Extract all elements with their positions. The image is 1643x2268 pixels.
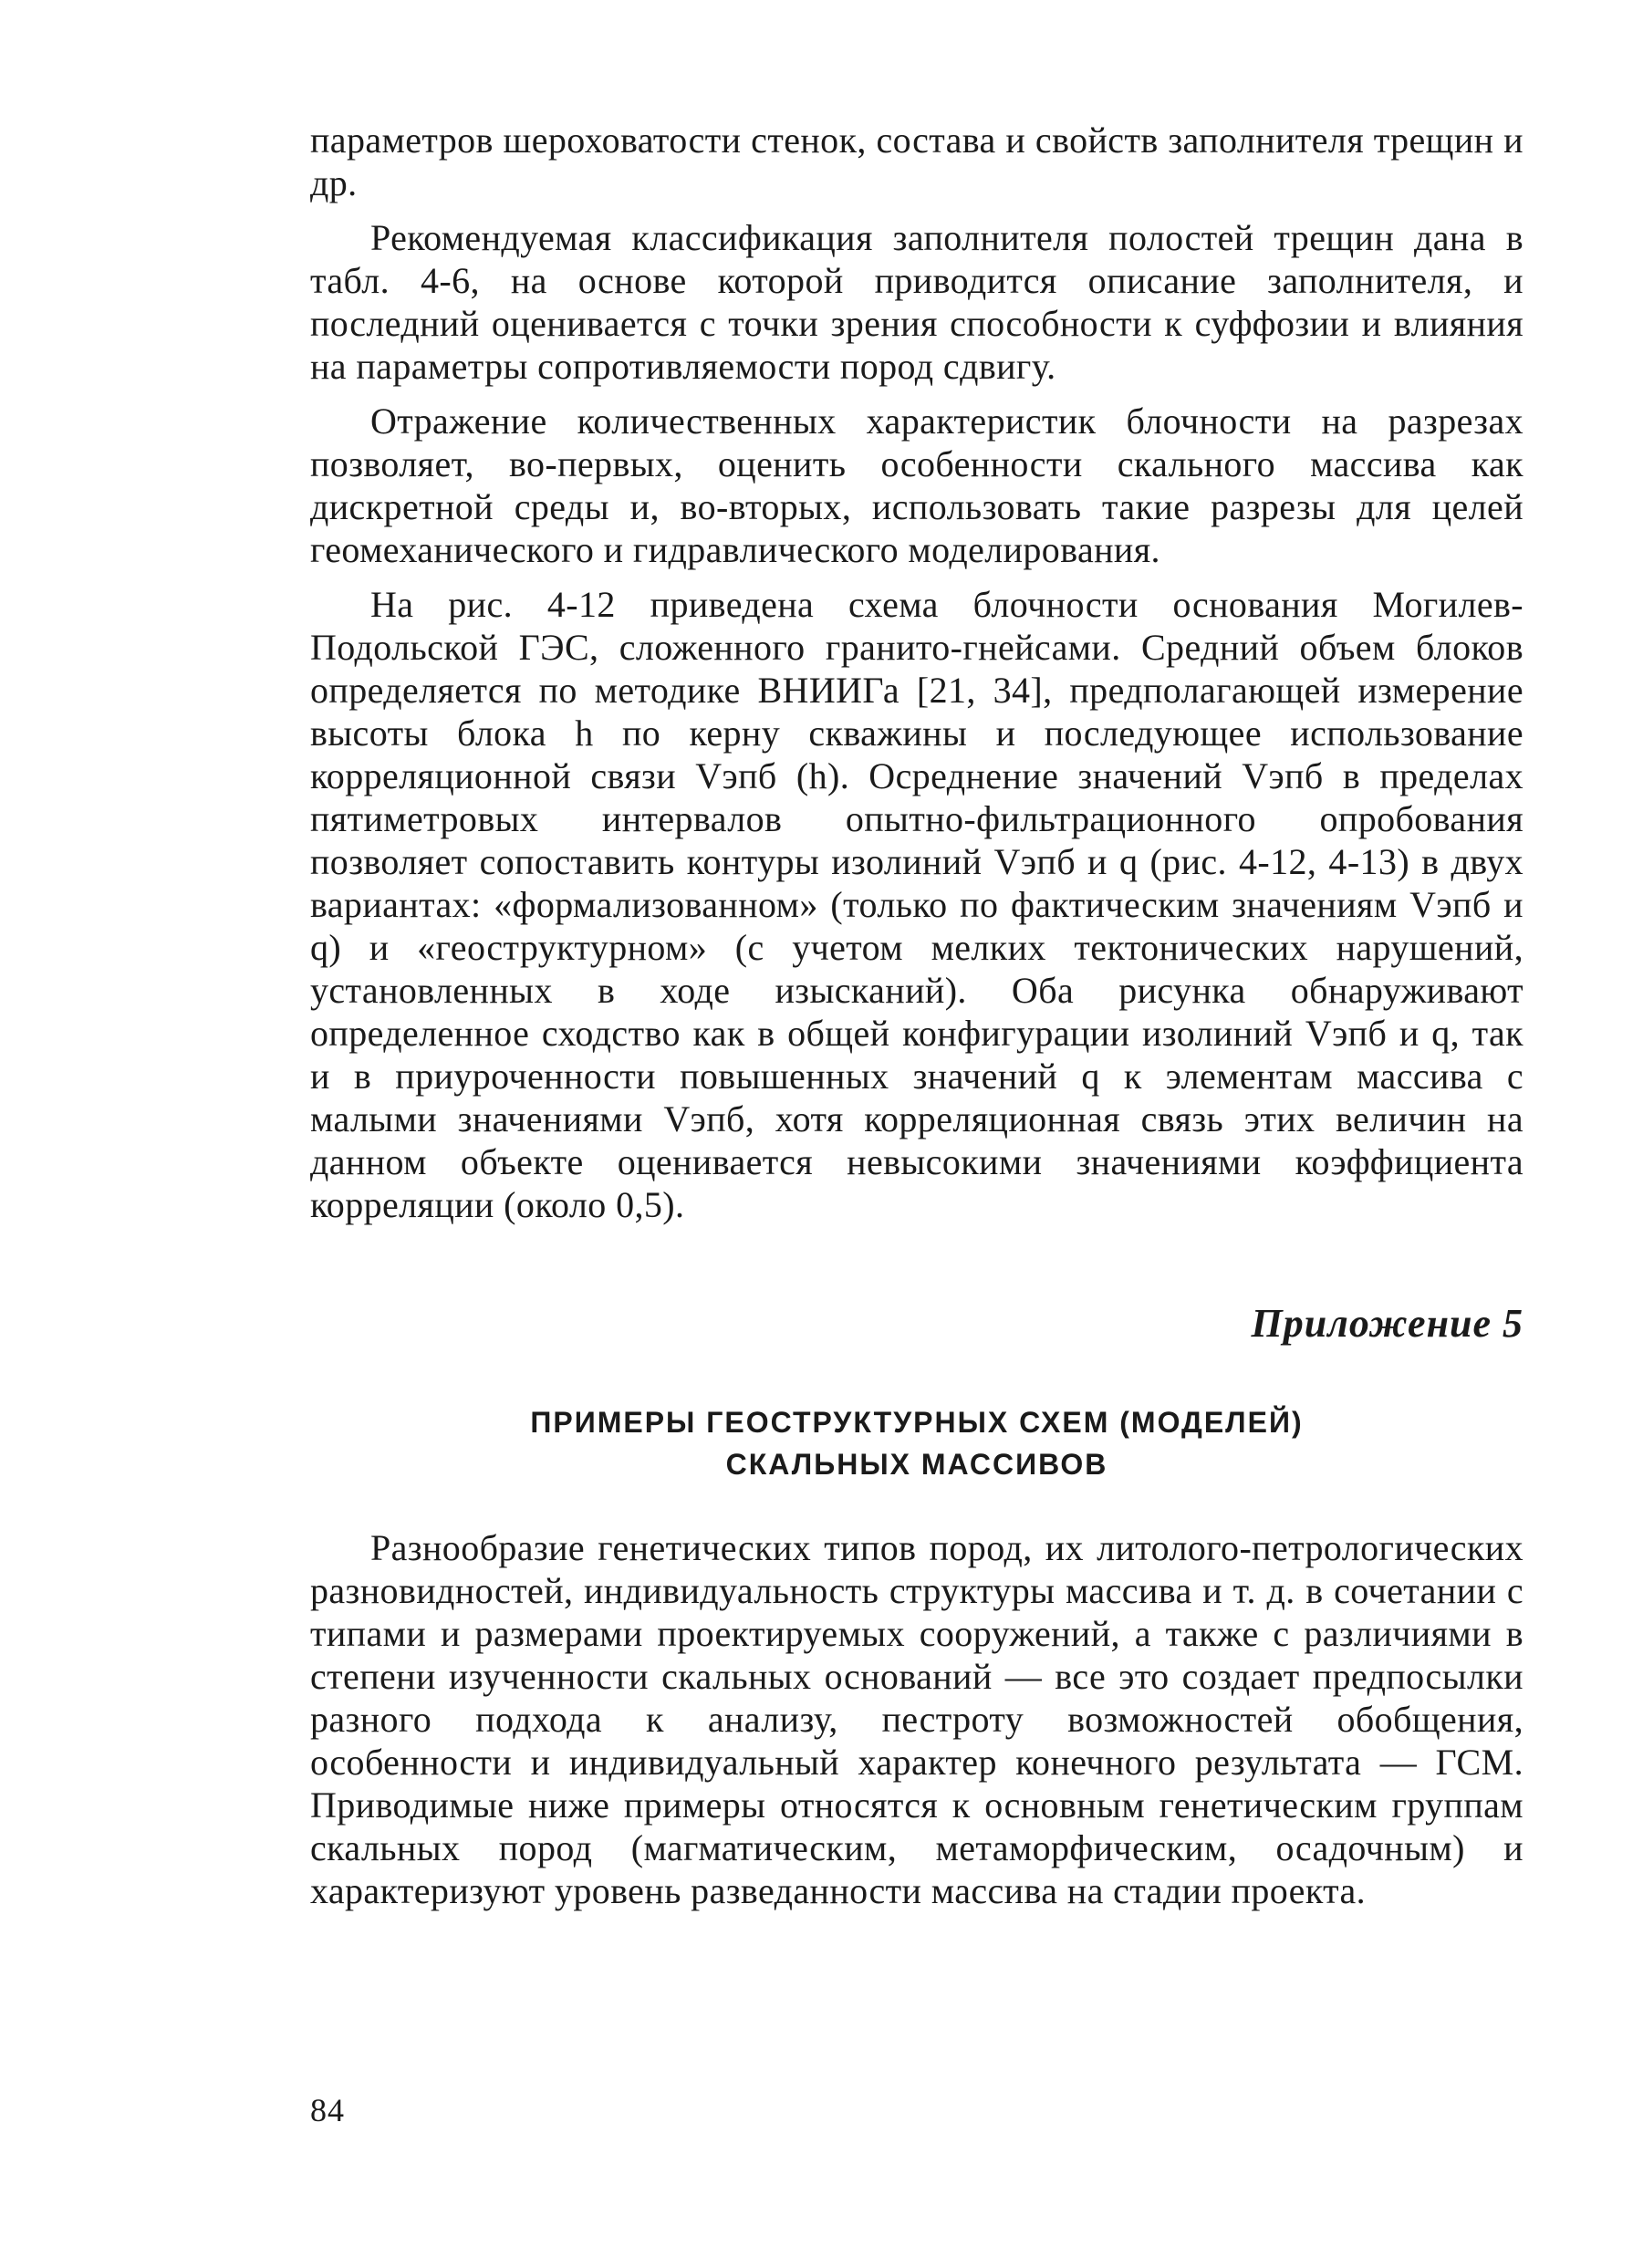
paragraph-blockiness: Отражение количественных характеристик блочности на разрезах позволяет, во-первых, оценить особенности скального массива как дискретной среды и, во-вторых, использовать такие разрезы для целей геомеханического и гидравлического моделирования. — [310, 401, 1523, 570]
page-number: 84 — [310, 2092, 345, 2128]
section-title-line-2: СКАЛЬНЫХ МАССИВОВ — [725, 1448, 1108, 1481]
appendix-label: Приложение 5 — [1251, 1301, 1523, 1346]
paragraph-continuation: параметров шероховатости стенок, состава и свойств заполнителя трещин и др. — [310, 120, 1523, 203]
paragraph-figure-reference: На рис. 4-12 приведена схема блочности основания Могилев-Подольской ГЭС, сложенного гранито-гнейсами. Средний объем блоков определяется по методике ВНИИГа [21, 34], предполагающей измерение высоты блока h по керну скважины и последующее использование корреляционной связи Vэпб (h). Осреднение значений Vэпб в пределах пятиметровых интервалов опытно-фильтрационного опробования позволяет сопоставить контуры изолиний Vэпб и q (рис. 4-12, 4-13) в двух вариантах: «формализованном» (только по фактическим значениям Vэпб и q) и «геоструктурном» (с учетом мелких тектонических нарушений, установленных в ходе изысканий). Оба рисунка обнаруживают определенное сходство как в общей конфигурации изолиний Vэпб и q, так и в приуроченности повышенных значений q к элементам массива с малыми значениями Vэпб, хотя корреляционная связь этих величин на данном объекте оценивается невысокими значениями коэффициента корреляции (около 0,5). — [310, 584, 1523, 1225]
page-content — [310, 119, 1523, 1924]
section-title — [310, 1401, 1523, 1485]
paragraph-classification: Рекомендуемая классификация заполнителя полостей трещин дана в табл. 4-6, на основе которой приводится описание заполнителя, и последний оценивается с точки зрения способности к суффозии и влияния на параметры сопротивляемости пород сдвигу. — [310, 217, 1523, 387]
section-title-line-1: ПРИМЕРЫ ГЕОСТРУКТУРНЫХ СХЕМ (МОДЕЛЕЙ) — [530, 1406, 1304, 1439]
paragraph-appendix-intro: Разнообразие генетических типов пород, их литолого-петрологических разновидностей, индивидуальность структуры массива и т. д. в сочетании с типами и размерами проектируемых сооружений, а также с различиями в степени изученности скальных оснований — все это создает предпосылки разного подхода к анализу, пестроту возможностей обобщения, особенности и индивидуальный характер конечного результата — ГСМ. Приводимые ниже примеры относятся к основным генетическим группам скальных пород (магматическим, метаморфическим, осадочным) и характеризуют уровень разведанности массива на стадии проекта. — [310, 1527, 1523, 1911]
